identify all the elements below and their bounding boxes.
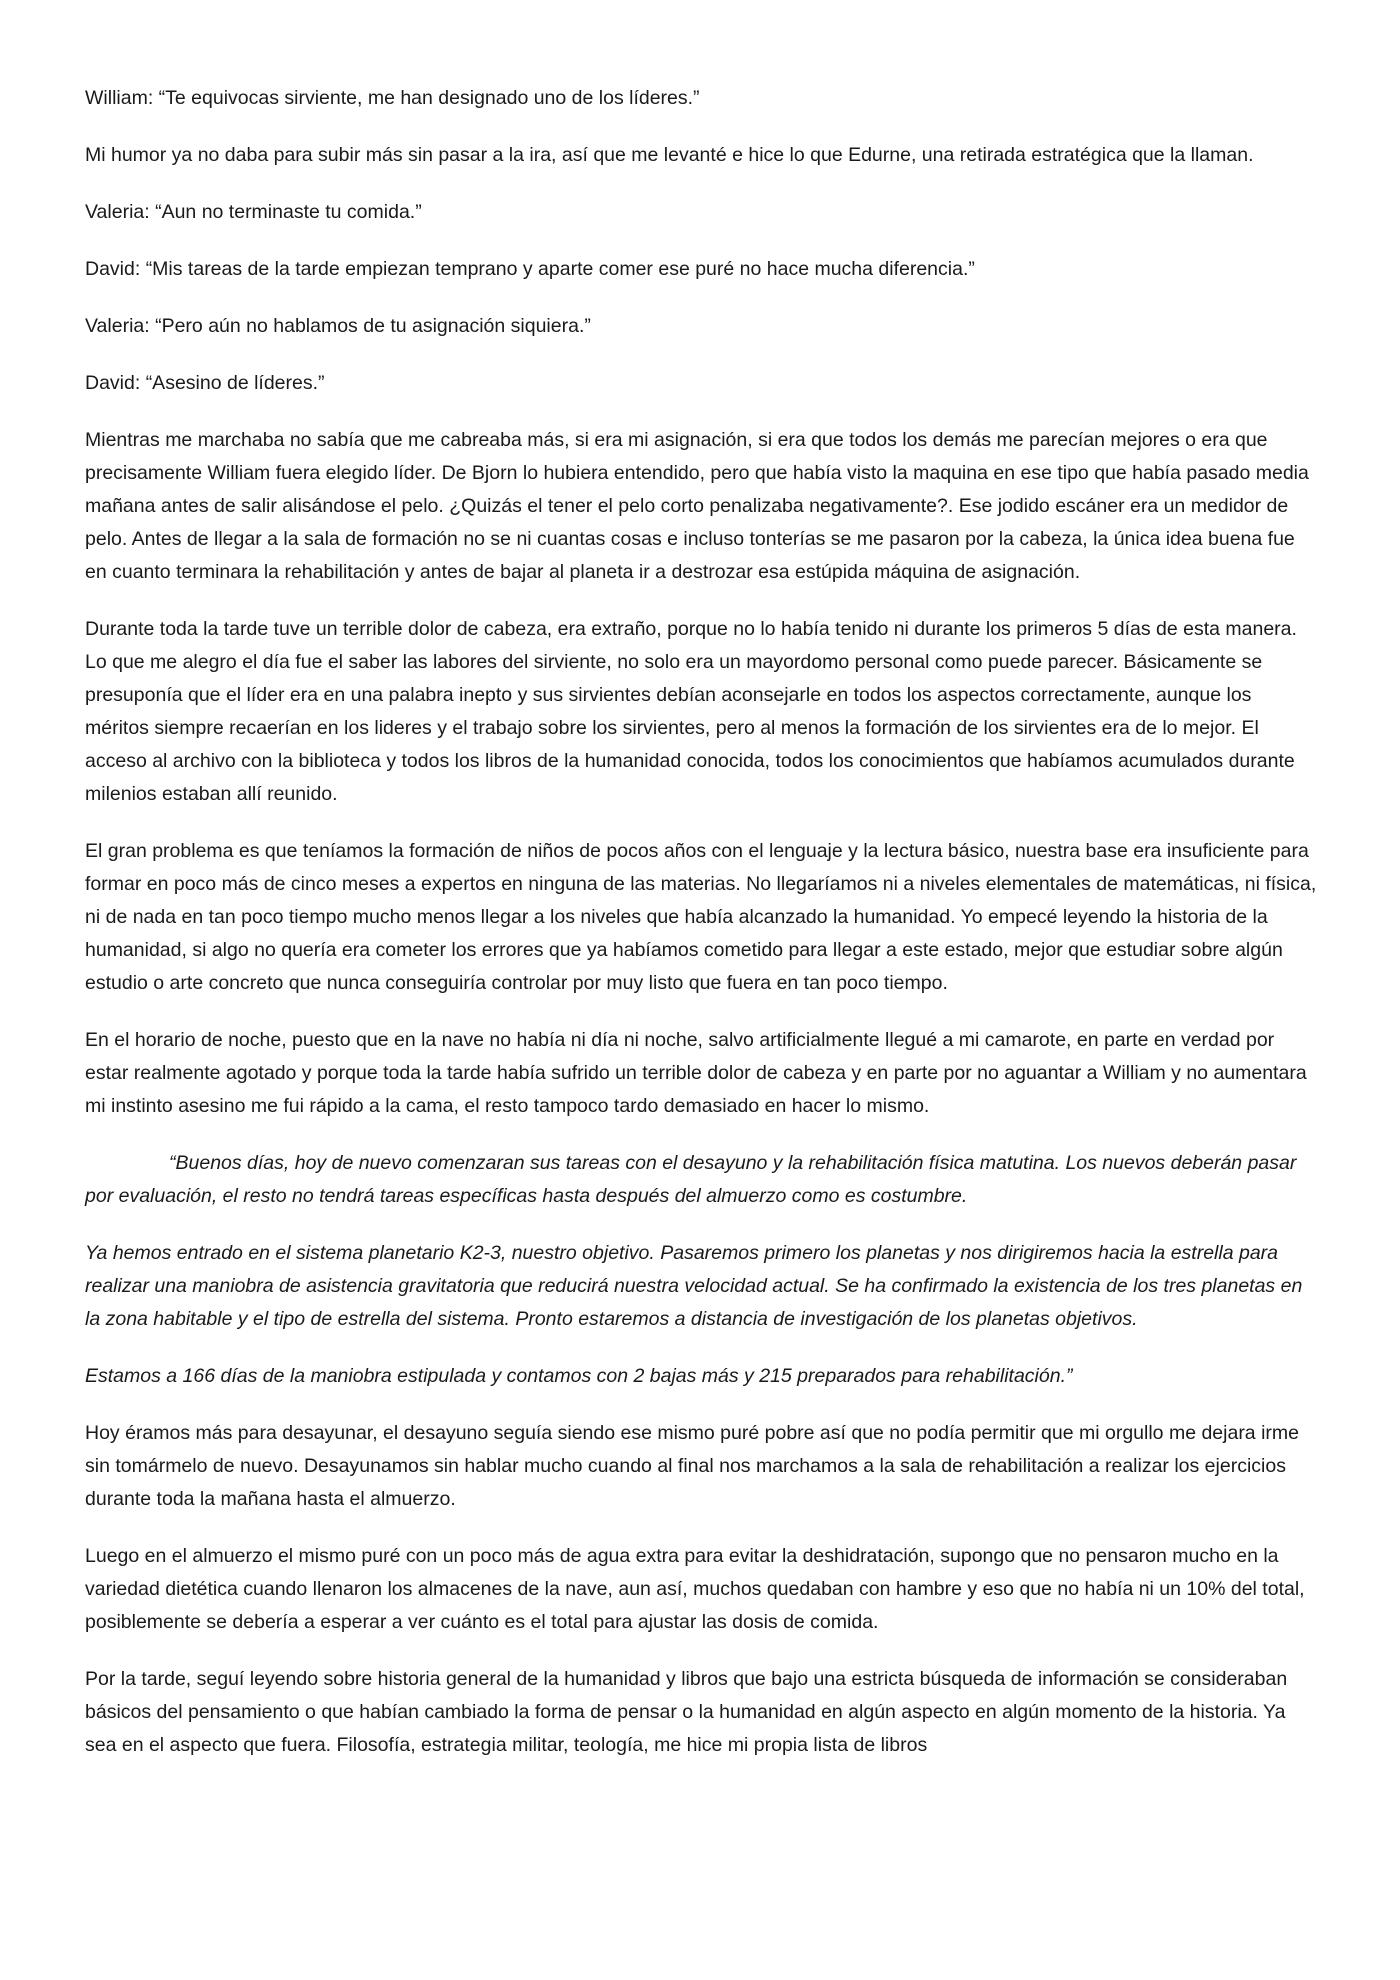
paragraph-breakfast: Hoy éramos más para desayunar, el desayuno seguía siendo ese mismo puré pobre así que no podía permitir que mi orgullo me dejara irme sin tomármelo de nuevo. Desayunamos sin hablar mucho cuando al final nos marchamos a la sala de rehabilitación a realizar los ejercicios durante toda la mañana hasta el almuerzo. bbox=[85, 1422, 1299, 1510]
dialogue-valeria-assignment: Valeria: “Pero aún no hablamos de tu asignación siquiera.” bbox=[85, 315, 591, 337]
paragraph-headache: Durante toda la tarde tuve un terrible dolor de cabeza, era extraño, porque no lo había tenido ni durante los primeros 5 días de esta manera. Lo que me alegro el día fue el saber las labores del sirviente, no solo era un mayordomo personal como puede parecer. Básicamente se presuponía que el líder era en una palabra inepto y sus sirvientes debían aconsejarle en todos los aspectos correctamente, aunque los méritos siempre recaerían en los lideres y el trabajo sobre los sirvientes, pero al menos la formación de los sirvientes era de lo mejor. El acceso al archivo con la biblioteca y todos los libros de la humanidad conocida, todos los conocimientos que habíamos acumulados durante milenios estaban allí reunido. bbox=[85, 618, 1297, 805]
paragraph-training-problem: El gran problema es que teníamos la formación de niños de pocos años con el lenguaje y la lectura básico, nuestra base era insuficiente para formar en poco más de cinco meses a expertos en ninguna de las materias. No llegaríamos ni a niveles elementales de matemáticas, ni física, ni de nada en tan poco tiempo mucho menos llegar a los niveles que había alcanzado la humanidad. Yo empecé leyendo la historia de la humanidad, si algo no quería era cometer los errores que ya habíamos cometido para llegar a este estado, mejor que estudiar sobre algún estudio o arte concreto que nunca conseguiría controlar por muy listo que fuera en tan poco tiempo. bbox=[85, 840, 1317, 994]
dialogue-david-tasks: David: “Mis tareas de la tarde empiezan temprano y aparte comer ese puré no hace mucha diferencia.” bbox=[85, 258, 975, 280]
paragraph-lunch: Luego en el almuerzo el mismo puré con un poco más de agua extra para evitar la deshidratación, supongo que no pensaron mucho en la variedad dietética cuando llenaron los almacenes de la nave, aun así, muchos quedaban con hambre y eso que no había ni un 10% del total, posiblemente se debería a esperar a ver cuánto es el total para ajustar las dosis de comida. bbox=[85, 1545, 1305, 1633]
announcement-maneuver: Estamos a 166 días de la maniobra estipulada y contamos con 2 bajas más y 215 preparados para rehabilitación.” bbox=[85, 1365, 1073, 1387]
announcement-system: Ya hemos entrado en el sistema planetario K2-3, nuestro objetivo. Pasaremos primero los planetas y nos dirigiremos hacia la estrella para realizar una maniobra de asistencia gravitatoria que reducirá nuestra velocidad actual. Se ha confirmado la existencia de los tres planetas en la zona habitable y el tipo de estrella del sistema. Pronto estaremos a distancia de investigación de los planetas objetivos. bbox=[85, 1242, 1303, 1330]
paragraph-leaving: Mientras me marchaba no sabía que me cabreaba más, si era mi asignación, si era que todos los demás me parecían mejores o era que precisamente William fuera elegido líder. De Bjorn lo hubiera entendido, pero que había visto la maquina en ese tipo que había pasado media mañana antes de salir alisándose el pelo. ¿Quizás el tener el pelo corto penalizaba negativamente?. Ese jodido escáner era un medidor de pelo. Antes de llegar a la sala de formación no se ni cuantas cosas e incluso tonterías se me pasaron por la cabeza, la única idea buena fue en cuanto terminara la rehabilitación y antes de bajar al planeta ir a destrozar esa estúpida máquina de asignación. bbox=[85, 429, 1309, 583]
dialogue-william: William: “Te equivocas sirviente, me han designado uno de los líderes.” bbox=[85, 87, 700, 109]
announcement-morning: “Buenos días, hoy de nuevo comenzaran sus tareas con el desayuno y la rehabilitación física matutina. Los nuevos deberán pasar por evaluación, el resto no tendrá tareas específicas hasta después del almuerzo como es costumbre. bbox=[85, 1152, 1297, 1207]
paragraph-night: En el horario de noche, puesto que en la nave no había ni día ni noche, salvo artificialmente llegué a mi camarote, en parte en verdad por estar realmente agotado y porque toda la tarde había sufrido un terrible dolor de cabeza y en parte por no aguantar a William y no aumentara mi instinto asesino me fui rápido a la cama, el resto tampoco tardo demasiado en hacer lo mismo. bbox=[85, 1029, 1307, 1117]
dialogue-valeria-food: Valeria: “Aun no terminaste tu comida.” bbox=[85, 201, 422, 223]
paragraph-retreat: Mi humor ya no daba para subir más sin pasar a la ira, así que me levanté e hice lo que Edurne, una retirada estratégica que la llaman. bbox=[85, 144, 1254, 166]
document-page bbox=[85, 82, 1320, 1786]
dialogue-david-assassin: David: “Asesino de líderes.” bbox=[85, 372, 325, 394]
paragraph-afternoon: Por la tarde, seguí leyendo sobre historia general de la humanidad y libros que bajo una estricta búsqueda de información se consideraban básicos del pensamiento o que habían cambiado la forma de pensar o la humanidad en algún aspecto en algún momento de la historia. Ya sea en el aspecto que fuera. Filosofía, estrategia militar, teología, me hice mi propia lista de libros bbox=[85, 1668, 1288, 1756]
